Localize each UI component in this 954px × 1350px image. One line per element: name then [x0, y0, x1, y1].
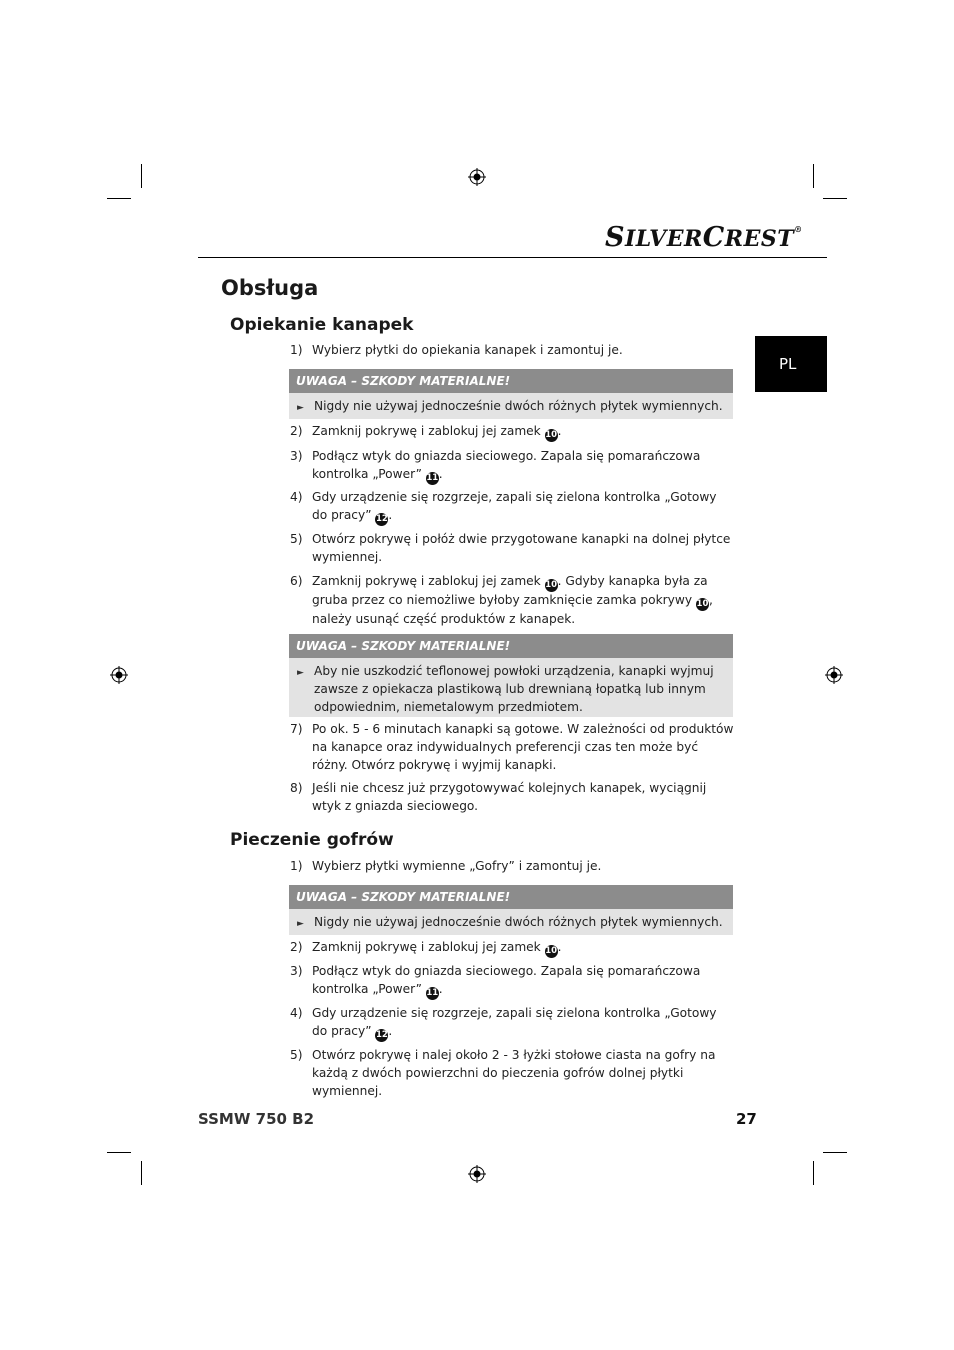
crop-mark [107, 198, 131, 199]
warning-body: ► Nigdy nie używaj jednocześnie dwóch różnych płytek wymiennych. [289, 909, 733, 935]
step-item: 3) Podłącz wtyk do gniazda sieciowego. Zapala się pomarańczowa kontrolka „Power” 11. [290, 964, 701, 998]
arrow-right-icon: ► [297, 919, 304, 929]
reference-number-icon: 12 [375, 1029, 388, 1040]
crop-mark [141, 1161, 142, 1185]
reference-number-icon: 10 [545, 430, 558, 440]
arrow-right-icon: ► [297, 668, 304, 678]
header-divider [198, 257, 827, 258]
reference-number-icon: 10 [545, 580, 558, 590]
warning-header: UWAGA – SZKODY MATERIALNE! [289, 885, 733, 909]
crop-mark [107, 1152, 131, 1153]
page-number: 27 [736, 1110, 757, 1128]
step-item: 5) Otwórz pokrywę i połóż dwie przygotowane kanapki na dolnej płytce wymiennej. [290, 532, 731, 564]
warning-header: UWAGA – SZKODY MATERIALNE! [289, 369, 733, 393]
crop-mark [141, 164, 142, 188]
reference-number-icon: 11 [426, 472, 439, 483]
registration-mark-icon [110, 666, 128, 684]
registration-mark-icon [468, 168, 486, 186]
step-item: 4) Gdy urządzenie się rozgrzeje, zapali się zielona kontrolka „Gotowy do pracy” 12. [290, 1006, 717, 1040]
warning-body: ► Aby nie uszkodzić teflonowej powłoki urządzenia, kanapki wyjmuj zawsze z opiekacza plastikową lub drewnianą łopatką lub innym odpowiednim, niemetalowym przedmiotem. [289, 658, 733, 717]
step-item: 4) Gdy urządzenie się rozgrzeje, zapali się zielona kontrolka „Gotowy do pracy” 12. [290, 490, 717, 524]
page-title: Obsługa [221, 276, 319, 300]
arrow-right-icon: ► [297, 403, 304, 413]
crop-mark [823, 1152, 847, 1153]
crop-mark [823, 198, 847, 199]
step-item: 2) Zamknij pokrywę i zablokuj jej zamek 10. [290, 940, 562, 956]
footer-model: SSMW 750 B2 [198, 1110, 315, 1128]
step-item: 1) Wybierz płytki wymienne „Gofry” i zamontuj je. [290, 859, 602, 873]
step-item: 7) Po ok. 5 - 6 minutach kanapki są gotowe. W zależności od produktów na kanapce oraz indywidualnych preferencji czas ten może być różny. Otwórz pokrywę i wyjmij kanapki. [290, 722, 734, 772]
warning-header: UWAGA – SZKODY MATERIALNE! [289, 634, 733, 658]
step-item: 5) Otwórz pokrywę i nalej około 2 - 3 łyżki stołowe ciasta na gofry na każdą z dwóch powierzchni do pieczenia gofrów dolnej płytki wymiennej. [290, 1048, 716, 1098]
brand-logo: SILVERCREST® [605, 222, 803, 253]
crop-mark [813, 164, 814, 188]
warning-body: ► Nigdy nie używaj jednocześnie dwóch różnych płytek wymiennych. [289, 393, 733, 419]
reference-number-icon: 11 [426, 987, 439, 998]
step-item: 3) Podłącz wtyk do gniazda sieciowego. Zapala się pomarańczowa kontrolka „Power” 11. [290, 449, 701, 483]
reference-number-icon: 10 [545, 946, 558, 956]
registration-mark-icon [468, 1165, 486, 1183]
step-item: 8) Jeśli nie chcesz już przygotowywać kolejnych kanapek, wyciągnij wtyk z gniazda sieciowego. [290, 781, 707, 813]
section-heading-waffles: Pieczenie gofrów [230, 830, 394, 850]
step-item: 1) Wybierz płytki do opiekania kanapek i zamontuj je. [290, 343, 623, 357]
reference-number-icon: 10 [696, 599, 709, 609]
crop-mark [813, 1161, 814, 1185]
registration-mark-icon [825, 666, 843, 684]
reference-number-icon: 12 [375, 513, 388, 524]
language-tab: PL [755, 336, 827, 392]
step-item: 6) Zamknij pokrywę i zablokuj jej zamek 10. Gdyby kanapka była za gruba przez co niemożliwe byłoby zamknięcie zamka pokrywy 10, należy usunąć część produktów z kanapek. [290, 574, 713, 626]
step-item: 2) Zamknij pokrywę i zablokuj jej zamek 10. [290, 424, 562, 440]
section-heading-toasting: Opiekanie kanapek [230, 315, 414, 335]
